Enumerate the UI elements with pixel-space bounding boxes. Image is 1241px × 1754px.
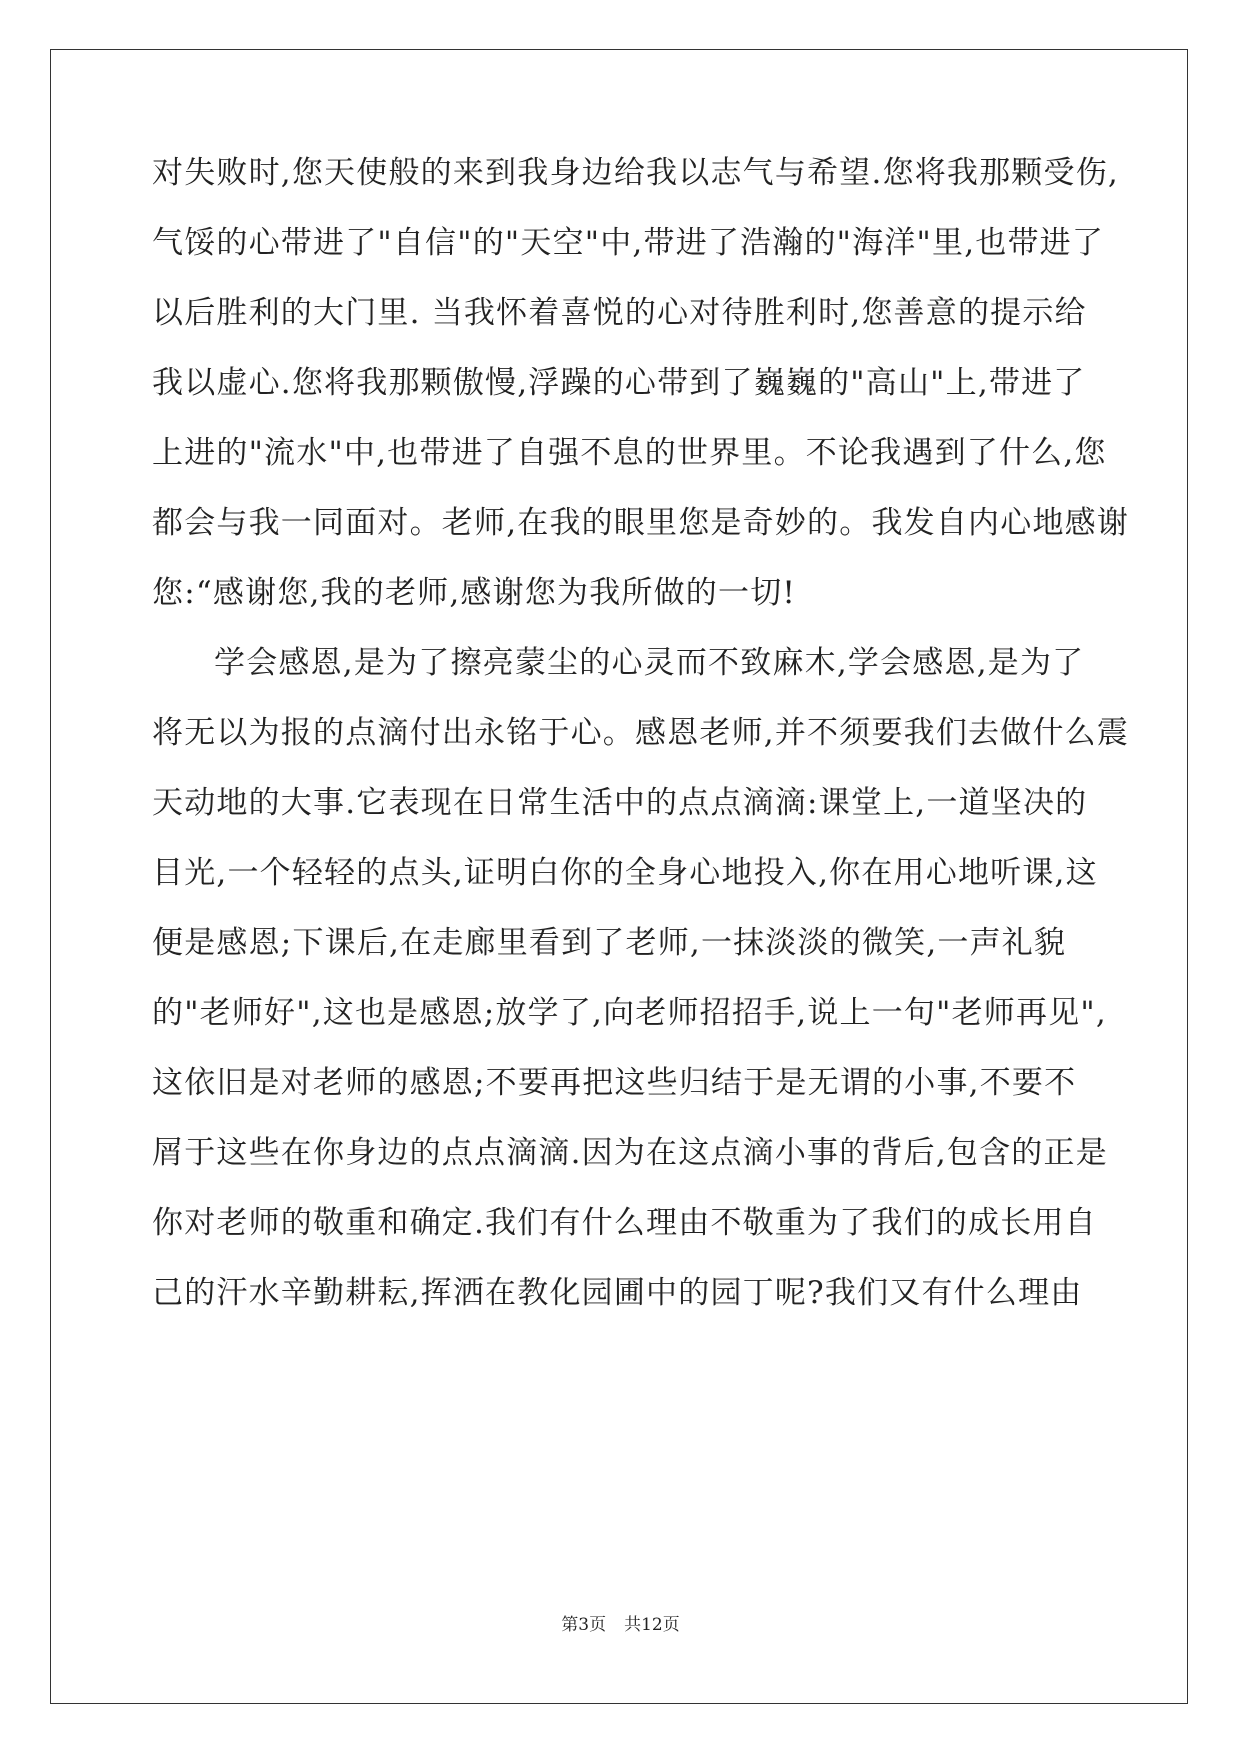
text-line: 都会与我一同面对。老师,在我的眼里您是奇妙的。我发自内心地感谢	[152, 505, 1130, 541]
page-number-total: 共12页	[624, 1615, 680, 1635]
text-line: 上进的"流水"中,也带进了自强不息的世界里。不论我遇到了什么,您	[152, 435, 1107, 471]
text-line: 这依旧是对老师的感恩;不要再把这些归结于是无谓的小事,不要不	[152, 1065, 1077, 1101]
text-line: 气馁的心带进了"自信"的"天空"中,带进了浩瀚的"海洋"里,也带进了	[152, 225, 1105, 261]
text-line: 将无以为报的点滴付出永铭于心。感恩老师,并不须要我们去做什么震	[152, 715, 1130, 751]
text-line: 以后胜利的大门里. 当我怀着喜悦的心对待胜利时,您善意的提示给	[152, 295, 1087, 331]
text-line: 我以虚心.您将我那颗傲慢,浮躁的心带到了巍巍的"高山"上,带进了	[152, 365, 1086, 401]
text-line: 目光,一个轻轻的点头,证明白你的全身心地投入,你在用心地听课,这	[152, 855, 1098, 891]
text-line: 屑于这些在你身边的点点滴滴.因为在这点滴小事的背后,包含的正是	[152, 1135, 1108, 1171]
text-line: 对失败时,您天使般的来到我身边给我以志气与希望.您将我那颗受伤,	[152, 155, 1119, 191]
page-footer	[0, 1614, 1241, 1636]
page-number-current: 第3页	[561, 1615, 607, 1635]
text-line: 己的汗水辛勤耕耘,挥洒在教化园圃中的园丁呢?我们又有什么理由	[152, 1275, 1083, 1311]
text-line: 天动地的大事.它表现在日常生活中的点点滴滴:课堂上,一道坚决的	[152, 785, 1088, 821]
text-line: 便是感恩;下课后,在走廊里看到了老师,一抹淡淡的微笑,一声礼貌	[152, 925, 1067, 961]
text-line: 您:“感谢您,我的老师,感谢您为我所做的一切!	[152, 575, 797, 611]
text-line: 你对老师的敬重和确定.我们有什么理由不敬重为了我们的成长用自	[152, 1205, 1097, 1241]
text-line: 的"老师好",这也是感恩;放学了,向老师招招手,说上一句"老师再见",	[152, 995, 1107, 1031]
text-line: 学会感恩,是为了擦亮蒙尘的心灵而不致麻木,学会感恩,是为了	[214, 645, 1085, 681]
